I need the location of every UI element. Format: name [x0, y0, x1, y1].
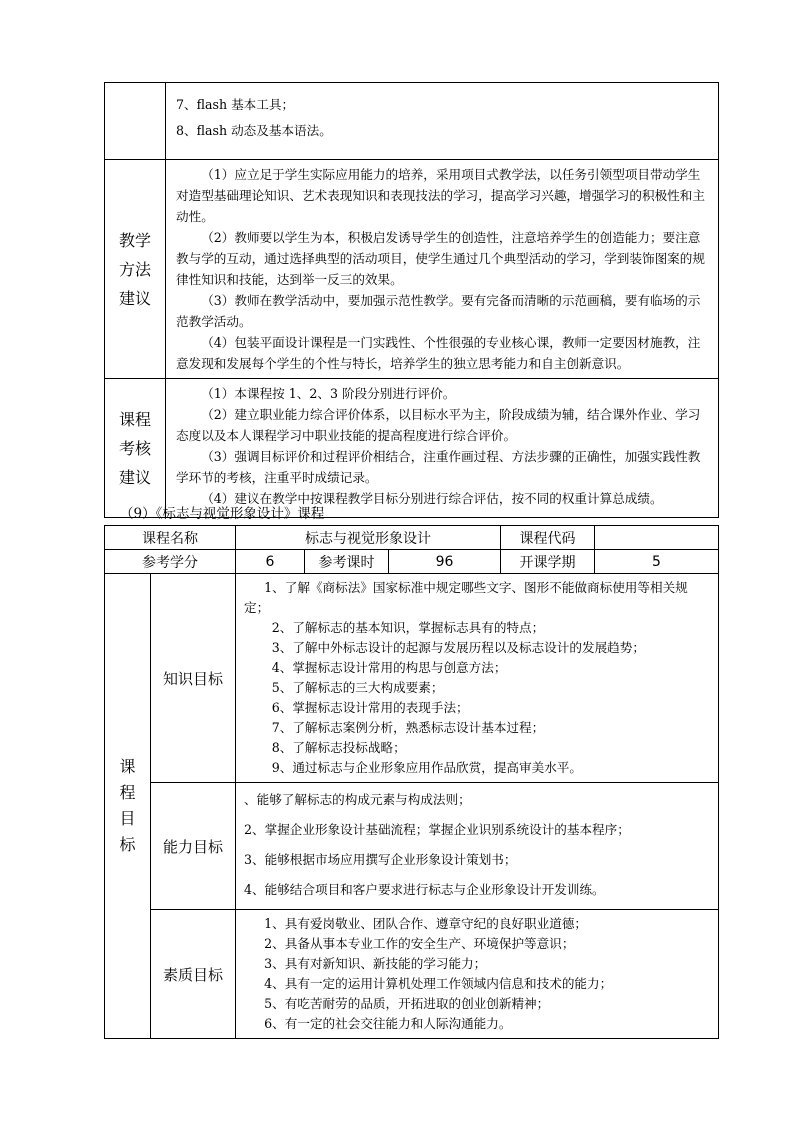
- label-line: 课程: [118, 409, 151, 429]
- semester-label: 开课学期: [501, 550, 595, 574]
- ability-item: 3、能够根据市场应用撰写企业形象设计策划书；: [244, 852, 517, 867]
- content-cell-flash: [166, 83, 719, 160]
- knowledge-goal-label: 知识目标: [151, 574, 236, 783]
- knowledge-item: 8、了解标志投标战略；: [271, 740, 406, 755]
- goal-label-char: 课: [119, 757, 136, 776]
- quality-item: 5、有吃苦耐劳的品质，开拓进取的创业创新精神；: [264, 996, 550, 1011]
- quality-item: 1、具有爱岗敬业、团队合作、遵章守纪的良好职业道德；: [264, 916, 588, 931]
- ability-goal-content: [236, 783, 719, 910]
- method-paragraph: （1）应立足于学生实际应用能力的培养，采用项目式教学法，以任务引领型项目带动学生对造型基础理论知识、艺术表现知识和表现技法的学习，提高学习兴趣，增强学习的积极性和主动性。: [176, 167, 705, 224]
- flash-line-7: 7、flash 基本工具；: [176, 97, 295, 112]
- assessment-paragraph: （4）建议在教学中按课程教学目标分别进行综合评估，按不同的权重计算总成绩。: [201, 491, 663, 506]
- assessment-paragraph: （2）建立职业能力综合评价体系，以目标水平为主，阶段成绩为辅，结合课外作业、学习态度以及本人课程学习中职业技能的提高程度进行综合评价。: [176, 407, 701, 443]
- ability-goal-label: 能力目标: [151, 783, 236, 910]
- ability-item: 、能够了解标志的构成元素与构成法则；: [244, 792, 471, 807]
- assessment-content: [166, 379, 719, 518]
- teaching-methods-label: [105, 160, 166, 379]
- knowledge-item: 4、掌握标志设计常用的构思与创意方法；: [271, 660, 507, 675]
- knowledge-goal-content: [236, 574, 719, 783]
- teaching-table: [104, 82, 719, 518]
- knowledge-item: 1、了解《商标法》国家标准中规定哪些文字、图形不能做商标使用等相关规定；: [244, 580, 688, 615]
- knowledge-item: 2、了解标志的基本知识，掌握标志具有的特点；: [271, 620, 545, 635]
- goal-label-char: 标: [119, 835, 136, 854]
- course-goal-label: [105, 574, 151, 1039]
- course-name-value: 标志与视觉形象设计: [236, 526, 501, 550]
- knowledge-item: 5、了解标志的三大构成要素；: [271, 680, 444, 695]
- quality-goal-content: [236, 910, 719, 1039]
- quality-item: 3、具有对新知识、新技能的学习能力；: [264, 956, 487, 971]
- empty-label-cell: [105, 83, 166, 160]
- course-name-label: 课程名称: [105, 526, 236, 550]
- knowledge-item: 7、了解标志案例分析，熟悉标志设计基本过程；: [271, 720, 545, 735]
- course-code-value: [595, 526, 719, 550]
- knowledge-item: 9、通过标志与企业形象应用作品欣赏，提高审美水平。: [271, 760, 582, 775]
- assessment-label: [105, 379, 166, 518]
- flash-line-8: 8、flash 动态及基本语法。: [176, 123, 332, 138]
- method-paragraph: （3）教师在教学活动中，要加强示范性教学。要有完备而清晰的示范画稿，要有临场的示范教学活动。: [176, 293, 701, 329]
- hours-value: 96: [389, 550, 501, 574]
- section-title: （9）《标志与视觉形象设计》课程: [120, 506, 325, 522]
- assessment-paragraph: （3）强调目标评价和过程评价相结合，注重作画过程、方法步骤的正确性，加强实践性教学环节的考核，注重平时成绩记录。: [176, 449, 701, 485]
- label-line: 建议: [118, 467, 151, 487]
- ability-item: 4、能够结合项目和客户要求进行标志与企业形象设计开发训练。: [244, 882, 605, 897]
- quality-item: 4、具有一定的运用计算机处理工作领域内信息和技术的能力；: [264, 976, 613, 991]
- goal-label-char: 目: [119, 809, 136, 828]
- quality-goal-label: 素质目标: [151, 910, 236, 1039]
- credit-label: 参考学分: [105, 550, 236, 574]
- course-code-label: 课程代码: [501, 526, 595, 550]
- quality-item: 2、具备从事本专业工作的安全生产、环境保护等意识；: [264, 936, 575, 951]
- teaching-methods-content: [166, 160, 719, 379]
- semester-value: 5: [595, 550, 719, 574]
- quality-item: 6、有一定的社会交往能力和人际沟通能力。: [264, 1016, 512, 1031]
- label-line: 方法: [118, 259, 151, 279]
- knowledge-item: 3、了解中外标志设计的起源与发展历程以及标志设计的发展趋势；: [271, 640, 645, 655]
- method-paragraph: （2）教师要以学生为本，积极启发诱导学生的创造性，注意培养学生的创造能力；要注意教与学的互动，通过选择典型的活动项目，使学生通过几个典型活动的学习，学到装饰图案的规律性知识和技能，达到举一反三的效果。: [176, 230, 705, 287]
- hours-label: 参考课时: [305, 550, 389, 574]
- assessment-paragraph: （1）本课程按 1、2、3 阶段分别进行评价。: [201, 386, 456, 401]
- label-line: 教学: [118, 230, 151, 250]
- knowledge-item: 6、掌握标志设计常用的表现手法；: [271, 700, 469, 715]
- ability-item: 2、掌握企业形象设计基础流程；掌握企业识别系统设计的基本程序；: [244, 822, 630, 837]
- goal-label-char: 程: [119, 783, 136, 802]
- course-table: [104, 525, 719, 1039]
- label-line: 考核: [118, 438, 151, 458]
- credit-value: 6: [236, 550, 305, 574]
- label-line: 建议: [118, 288, 151, 308]
- method-paragraph: （4）包装平面设计课程是一门实践性、个性很强的专业核心课，教师一定要因材施教，注意发现和发展每个学生的个性与特长，培养学生的独立思考能力和自主创新意识。: [176, 335, 701, 371]
